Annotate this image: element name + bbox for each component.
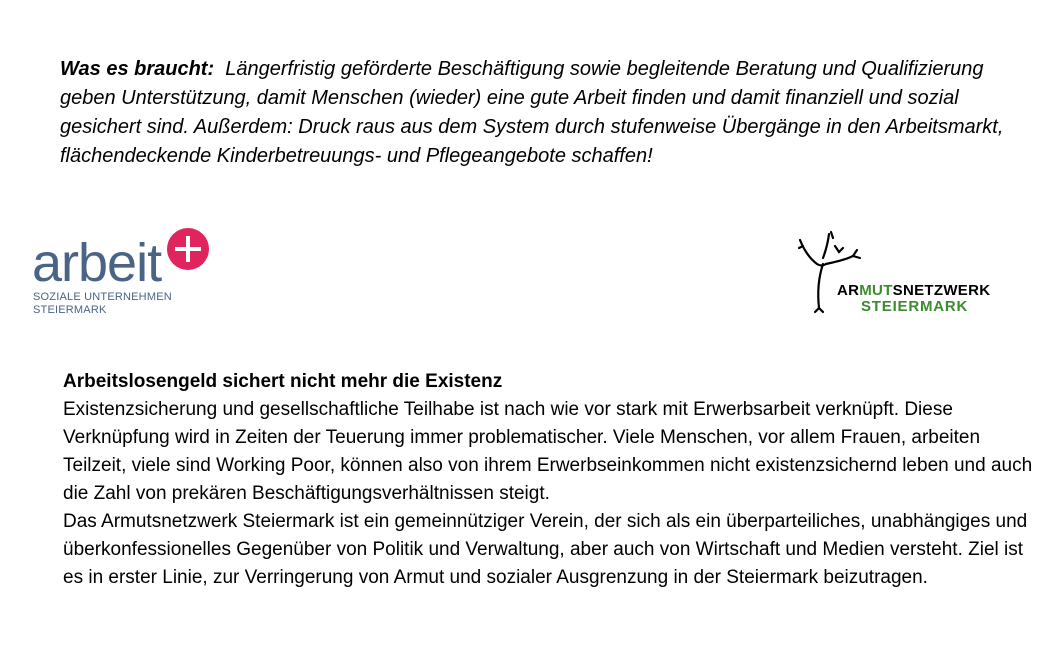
paragraph-2: Das Armutsnetzwerk Steiermark ist ein gemeinnütziger Verein, der sich als ein überparteiliches, unabhängiges und überkonfessionelles Gegenüber von Politik und Verwaltung, aber auch von Wirtschaft und Medien versteht. Ziel ist es in erster Linie, zur Verringerung von Armut und sozialer Ausgrenzung in der Steiermark beizutragen. [63, 511, 1028, 588]
logo-name-ar: AR [837, 282, 860, 299]
plus-icon [167, 228, 209, 270]
logo-subtitle-line-2: STEIERMARK [33, 304, 107, 316]
section-heading: Arbeitslosengeld sichert nicht mehr die Existenz [63, 371, 503, 392]
logo-name-line-2: STEIERMARK [861, 298, 969, 315]
logo-name-mut: MUT [859, 282, 893, 299]
paragraph-1: Existenzsicherung und gesellschaftliche Teilhabe ist nach wie vor stark mit Erwerbsarbeit verknüpft. Diese Verknüpfung wird in Zeiten der Teuerung immer problematischer. Viele Menschen, vor allem Frauen, arbeiten Teilzeit, viele sind Working Poor, können also von ihrem Erwerbseinkommen nicht existenzsichernd leben und auch die Zahl von prekären Beschäftigungsverhältnissen steigt. [63, 399, 1033, 504]
logo-name-line-1 [837, 282, 990, 299]
intro-paragraph [60, 55, 1020, 171]
intro-lead: Was es braucht: [60, 58, 215, 80]
arbeit-plus-logo [30, 228, 230, 323]
logo-name-snetzwerk: SNETZWERK [892, 282, 991, 299]
armutsnetzwerk-logo [795, 228, 1010, 318]
logo-word: arbeit [32, 233, 162, 293]
logo-subtitle [33, 291, 172, 317]
stick-figure-icon [795, 228, 865, 318]
main-section [63, 368, 1033, 592]
logo-subtitle-line-1: SOZIALE UNTERNEHMEN [33, 291, 172, 303]
intro-text: Längerfristig geförderte Beschäftigung sowie begleitende Beratung und Qualifizierung geben Unterstützung, damit Menschen (wieder) eine gute Arbeit finden und damit finanziell und sozial gesichert sind. Außerdem: Druck raus aus dem System durch stufenweise Übergänge in den Arbeitsmarkt, flächendeckende Kinderbetreuungs- und Pflegeangebote schaffen! [60, 58, 1004, 167]
